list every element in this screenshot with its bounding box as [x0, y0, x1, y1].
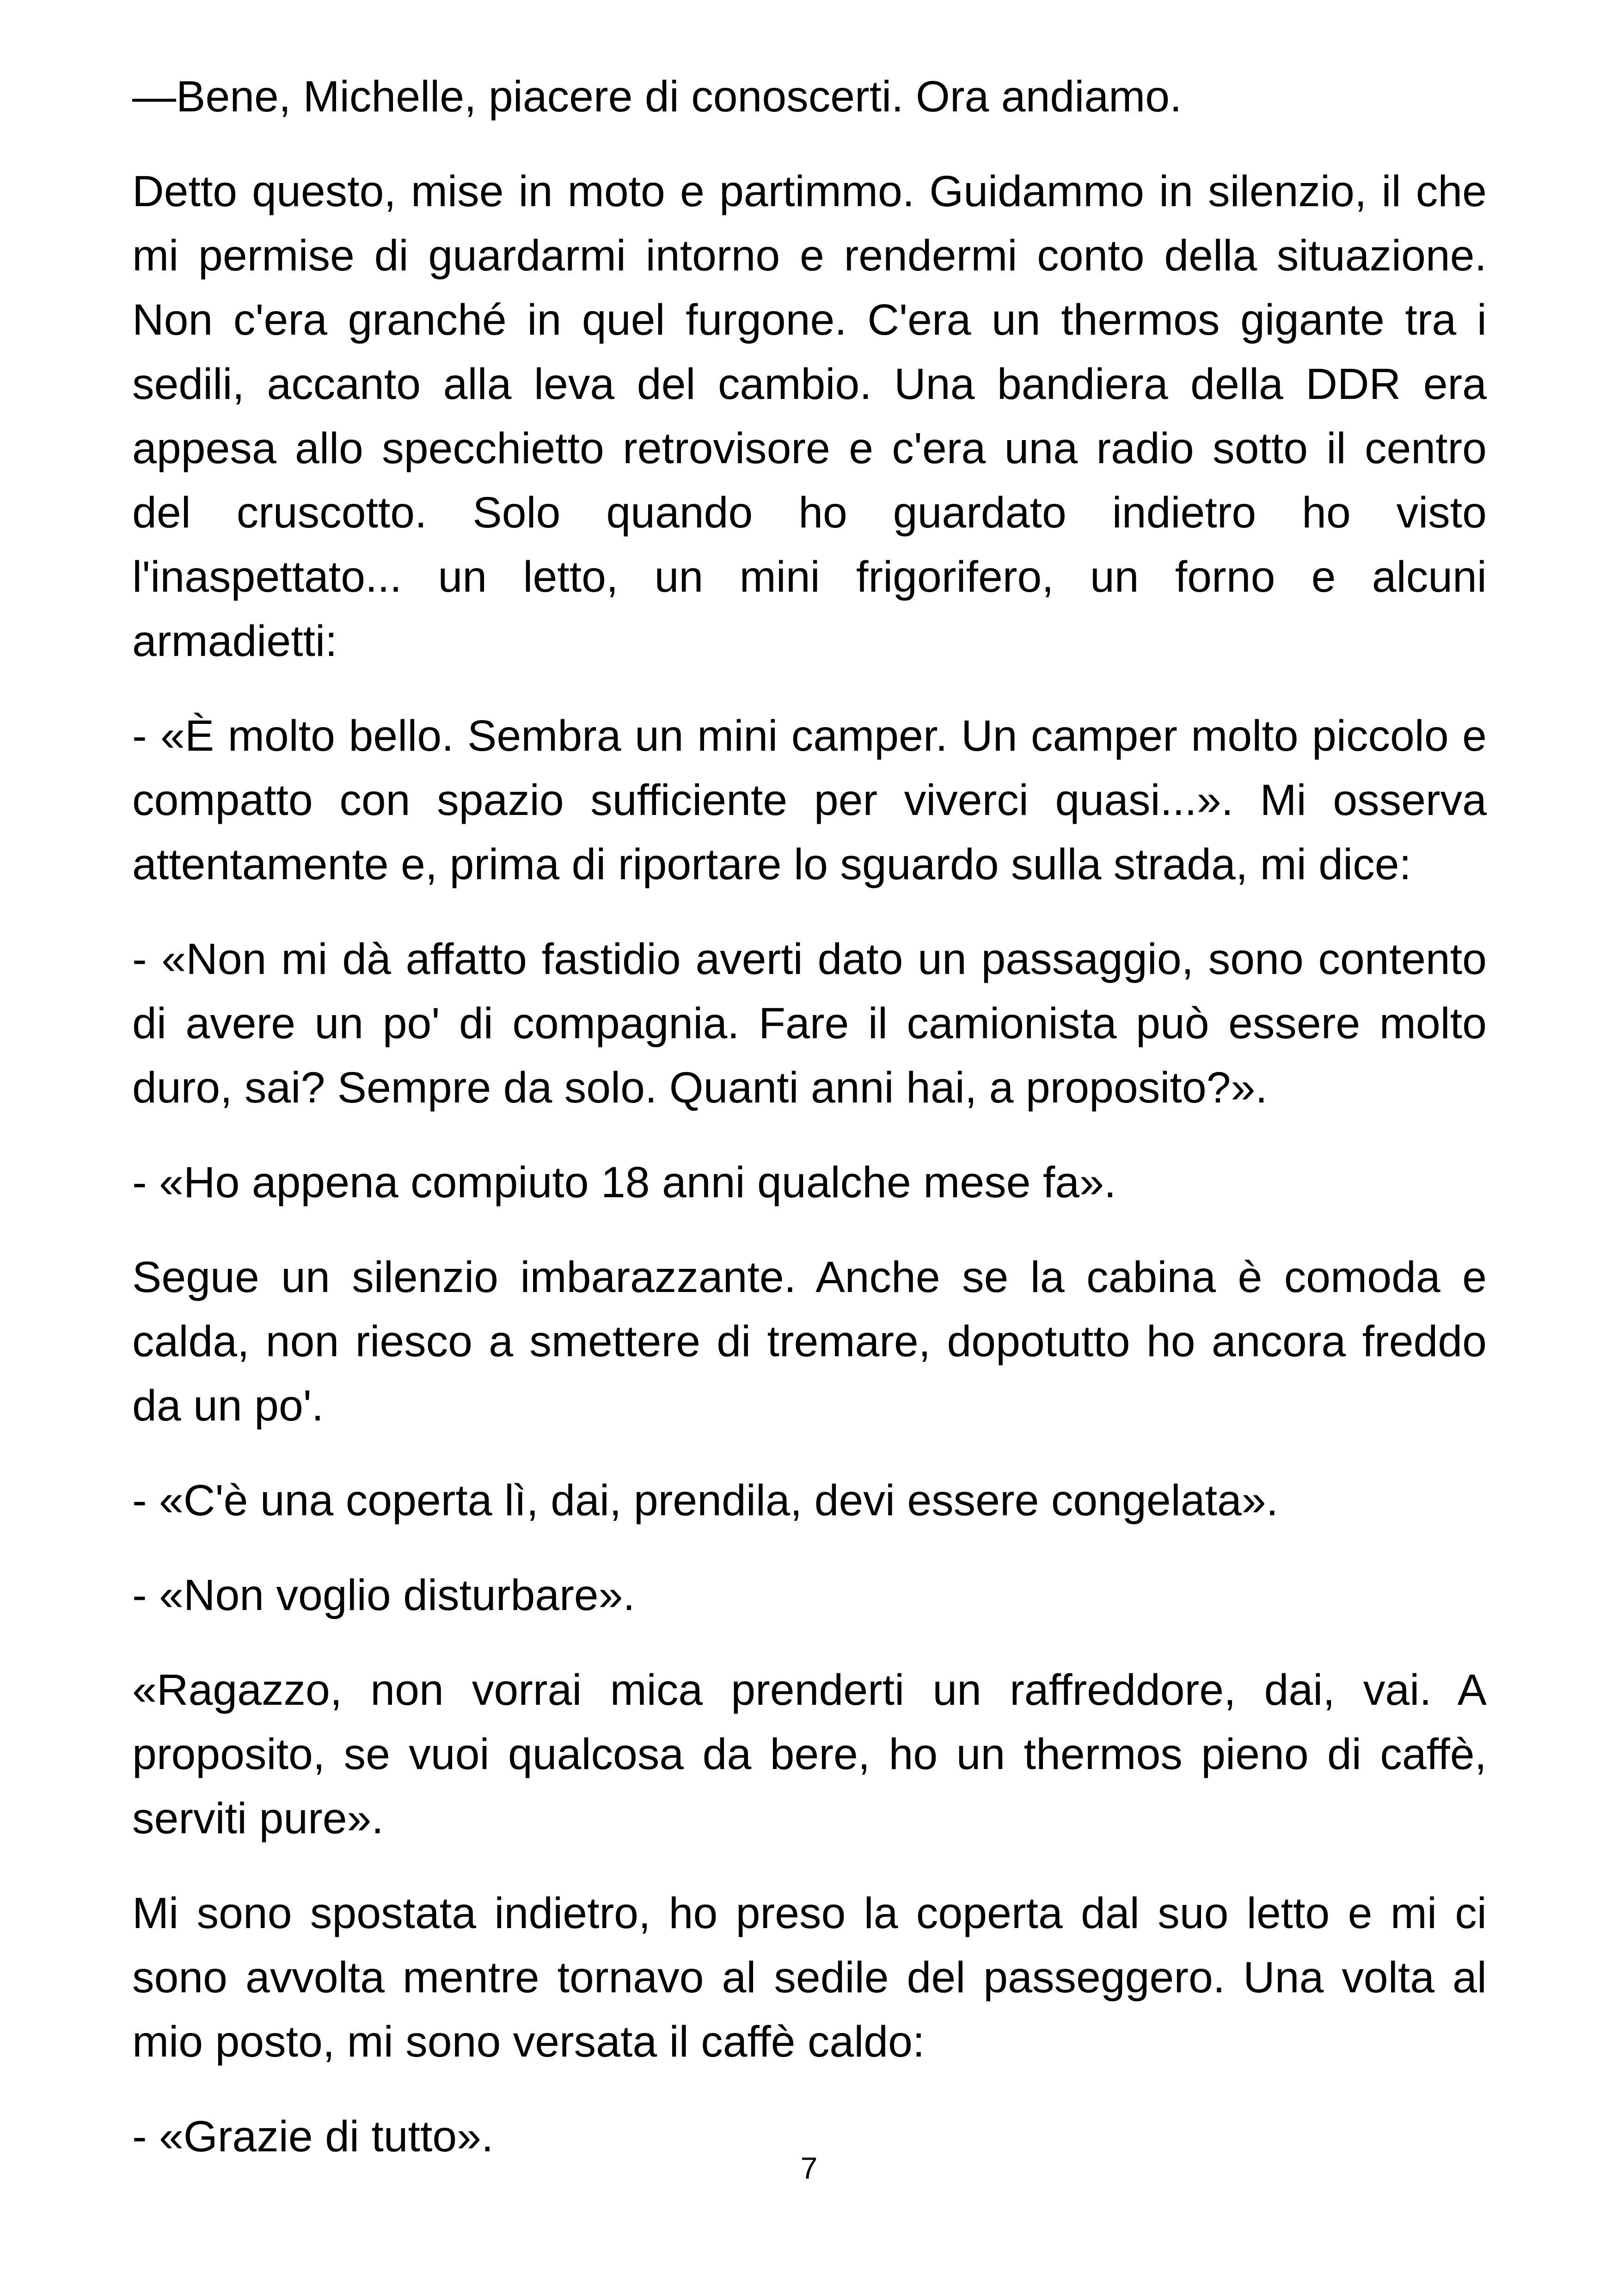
paragraph: - «Ho appena compiuto 18 anni qualche mese fa».: [132, 1158, 1116, 1207]
paragraph: «Ragazzo, non vorrai mica prenderti un raffreddore, dai, vai. A proposito, se vuoi qualcosa da bere, ho un thermos pieno di caffè, serviti pure».: [132, 1665, 1487, 1843]
paragraph: - «Grazie di tutto».: [132, 2112, 494, 2161]
paragraph: Segue un silenzio imbarazzante. Anche se la cabina è comoda e calda, non riesco a smettere di tremare, dopotutto ho ancora freddo da un po'.: [132, 1253, 1487, 1430]
body-text: [132, 65, 1487, 2169]
paragraph: - «Non mi dà affatto fastidio averti dato un passaggio, sono contento di avere un po' di compagnia. Fare il camionista può essere molto duro, sai? Sempre da solo. Quanti anni hai, a proposito?».: [132, 935, 1487, 1112]
paragraph: - «C'è una coperta lì, dai, prendila, devi essere congelata».: [132, 1476, 1279, 1525]
paragraph: Mi sono spostata indietro, ho preso la coperta dal suo letto e mi ci sono avvolta mentre tornavo al sedile del passeggero. Una volta al mio posto, mi sono versata il caffè caldo:: [132, 1889, 1487, 2066]
paragraph: Detto questo, mise in moto e partimmo. Guidammo in silenzio, il che mi permise di guardarmi intorno e rendermi conto della situazione. Non c'era granché in quel furgone. C'era un thermos gigante tra i sedili, accanto alla leva del cambio. Una bandiera della DDR era appesa allo specchietto retrovisore e c'era una radio sotto il centro del cruscotto. Solo quando ho guardato indietro ho visto l'inaspettato... un letto, un mini frigorifero, un forno e alcuni armadietti:: [132, 167, 1487, 666]
paragraph: - «È molto bello. Sembra un mini camper. Un camper molto piccolo e compatto con spazio sufficiente per viverci quasi...». Mi osserva attentamente e, prima di riportare lo sguardo sulla strada, mi dice:: [132, 711, 1487, 889]
page-number: 7: [800, 2151, 818, 2185]
paragraph: - «Non voglio disturbare».: [132, 1571, 635, 1620]
paragraph: —Bene, Michelle, piacere di conoscerti. Ora andiamo.: [132, 72, 1182, 121]
